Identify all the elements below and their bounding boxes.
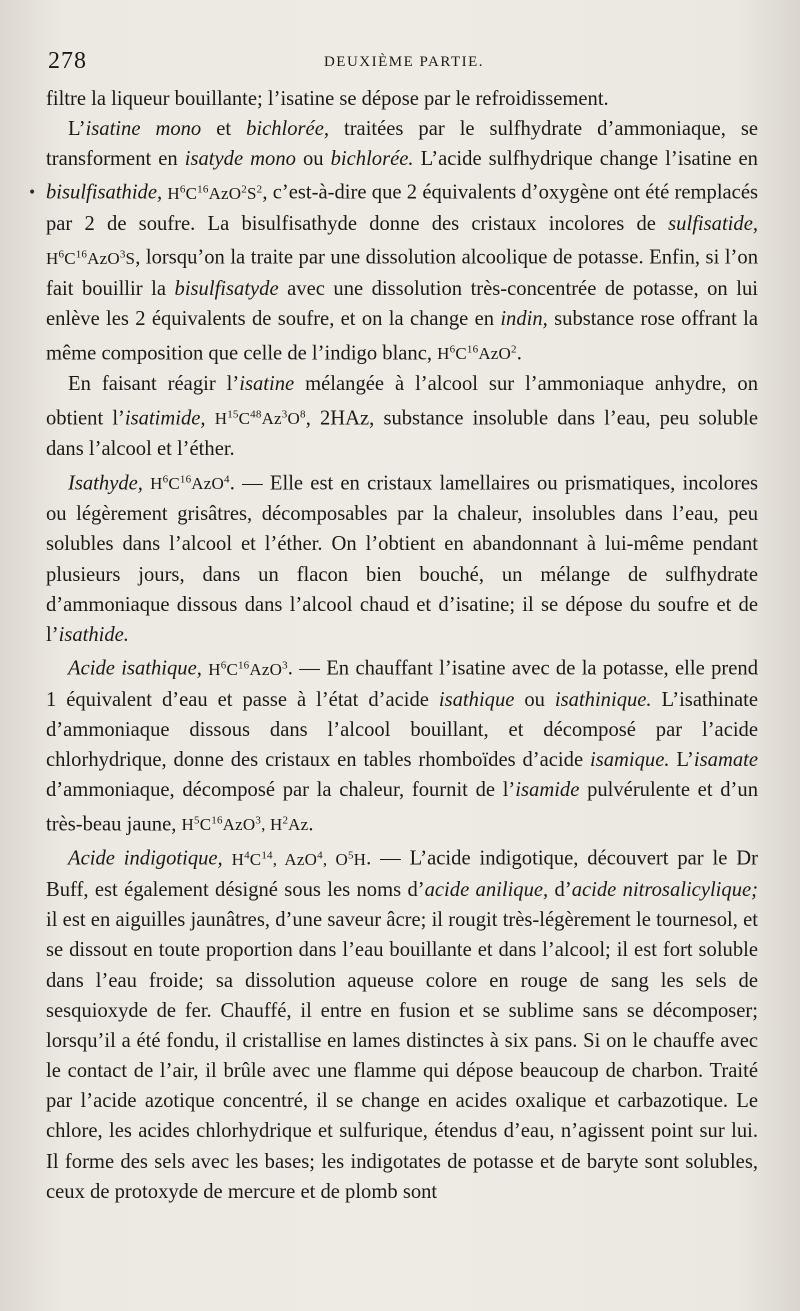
chemical-formula: $H^6C^{16}AzO^2$ xyxy=(437,343,517,364)
paragraph xyxy=(46,114,758,369)
text-run: . xyxy=(308,813,314,836)
text-run: ou xyxy=(295,148,331,171)
italic-term: acide anilique, xyxy=(424,879,549,902)
paragraph xyxy=(46,465,758,651)
chemical-formula: $H^6C^{16}AzO^2S^2$ xyxy=(167,183,263,204)
italic-term: sulfisatide, xyxy=(668,213,758,236)
italic-term: Acide isathique, xyxy=(68,657,202,680)
paragraph xyxy=(46,840,758,1207)
italic-term: isatine mono xyxy=(85,118,202,141)
text-run: et xyxy=(201,118,247,141)
chemical-formula: $H^{15}C^{48}Az^3O^8$ xyxy=(214,408,306,429)
chemical-formula: $H^6C^{16}AzO^3$ xyxy=(208,659,288,679)
text-run: d’ammoniaque, décomposé par la chaleur, fournit de l’ xyxy=(46,779,516,802)
italic-term: isatimide, xyxy=(124,407,206,430)
chemical-formula: $H^6C^{16}AzO^4$ xyxy=(150,473,230,494)
text-run: substance rose offrant la même composition que celle de l’indigo blanc, xyxy=(46,308,758,365)
text-run: d’ xyxy=(548,879,572,902)
text-run: L’isathinate d’ammoniaque dissous dans l’alcool bouillant, et décomposé par l’acide chlorhydrique, donne des cristaux en tables rhomboïdes d’acide xyxy=(46,688,759,772)
italic-term: bisulfisatyde xyxy=(174,278,279,301)
italic-term: isamate xyxy=(693,749,758,772)
running-head xyxy=(48,48,760,78)
italic-term: isathique xyxy=(438,688,515,711)
text-run: avec une dissolution très-concentrée de potasse, on lui enlève les 2 équivalents de soufre, et on la change en xyxy=(46,278,758,331)
text-run: filtre la liqueur bouillante; l’isatine se dépose par le refroidissement. xyxy=(46,88,609,110)
italic-term: Acide indigotique, xyxy=(68,848,223,870)
running-title: DEUXIÈME PARTIE. xyxy=(323,54,485,70)
text-run: il est en aiguilles jaunâtres, d’une saveur âcre; il rougit très-légèrement le tournesol, et se dissout en toute proportion dans l’eau bouillante et dans l’alcool; il est fort soluble dans l’eau froide; sa dissolution aqueuse colore en rouge de sang les sels de sesquioxyde de fer. Chauffé, il entre en fusion et se sublime sans se décomposer; lorsqu’il a été fondu, il cristallise en lames distinctes à six pans. Si on le chauffe avec le contact de l’air, il brûle avec une flamme qui dépose beaucoup de charbon. Traité par l’acide azotique concentré, il se change en acides oxalique et carbazotique. Le chlore, les acides chlorhydrique et sulfurique, étendus d’eau, n’agissent point sur lui. Il forme des sels avec les bases; les indigotates de potasse et de baryte sont solubles, ceux de protoxyde de mercure et de plomb sont xyxy=(46,909,758,1203)
text-run: pulvérulente et d’un très-beau jaune, xyxy=(46,779,758,836)
text-run: , c’est-à-dire que 2 équivalents d’oxygène ont été remplacés par 2 de soufre. La bisulfisathyde donne des cristaux incolores de xyxy=(46,182,758,236)
italic-term: isathinique. xyxy=(554,688,652,711)
italic-term: bichlorée, xyxy=(246,118,329,141)
text-run: traitées par le sulfhydrate d’ammoniaque, se transforment en xyxy=(46,118,758,171)
text-run: , lorsqu’on la traite par une dissolution alcoolique de potasse. Enfin, si l’on fait bouillir la xyxy=(46,247,758,301)
chemical-formula: $H^6C^{16}AzO^3S$ xyxy=(46,248,136,269)
text-run: . — L’acide indigotique, découvert par le Dr Buff, est également désigné sous les noms d’ xyxy=(46,848,758,902)
italic-term: isamique. xyxy=(589,749,670,772)
text-run xyxy=(206,407,215,429)
text-run: . — Elle est en cristaux lamellaires ou prismatiques, incolores ou légèrement grisâtres, décomposables par la chaleur, insolubles dans l’eau, peu solubles dans l’alcool et l’éther. On l’obtient en abandonnant à lui-même pendant plusieurs jours, dans un flacon bien bouché, un mélange de sulfhydrate d’ammoniaque dissous dans l’alcool chaud et d’isatine; il se dépose du soufre et de l’ xyxy=(46,472,758,646)
text-run: L’ xyxy=(68,118,86,141)
margin-mark: • xyxy=(28,185,37,201)
italic-term: bisulfisathide, xyxy=(46,182,163,205)
paragraph xyxy=(46,84,758,114)
italic-term: isatyde mono xyxy=(184,148,296,171)
text-run: ou xyxy=(514,688,555,711)
chemical-formula: $H^5C^{16}AzO^3$, $H^2Az$ xyxy=(181,814,309,835)
italic-term: isamide xyxy=(515,779,580,802)
text-run: L’acide sulfhydrique change l’isatine en xyxy=(413,148,758,171)
text-run: mélangée à l’alcool sur l’ammoniaque anhydre, on obtient l’ xyxy=(46,373,758,430)
body-text xyxy=(46,84,758,1207)
text-run: . — En chauffant l’isatine avec de la potasse, elle prend 1 équivalent d’eau et passe à l’état d’acide xyxy=(46,657,758,711)
italic-term: isathide. xyxy=(58,623,129,646)
italic-term: acide nitrosalicylique; xyxy=(571,879,758,902)
text-run xyxy=(223,848,232,870)
italic-term: bichlorée. xyxy=(330,148,414,171)
text-run: L’ xyxy=(669,749,694,772)
page-number: 278 xyxy=(48,48,87,74)
chemical-formula: $H^4C^{14}$, AzO$^4$, $O^5H$ xyxy=(231,849,367,869)
text-run: , 2HAz, substance insoluble dans l’eau, peu soluble dans l’alcool et l’éther. xyxy=(46,407,758,461)
italic-term: isatine xyxy=(239,373,295,396)
italic-term: Isathyde, xyxy=(68,472,143,495)
text-run: . xyxy=(516,342,522,365)
paragraph xyxy=(46,369,758,464)
text-run: En faisant réagir l’ xyxy=(68,373,240,396)
italic-term: indin, xyxy=(500,308,548,331)
paragraph xyxy=(46,650,758,840)
